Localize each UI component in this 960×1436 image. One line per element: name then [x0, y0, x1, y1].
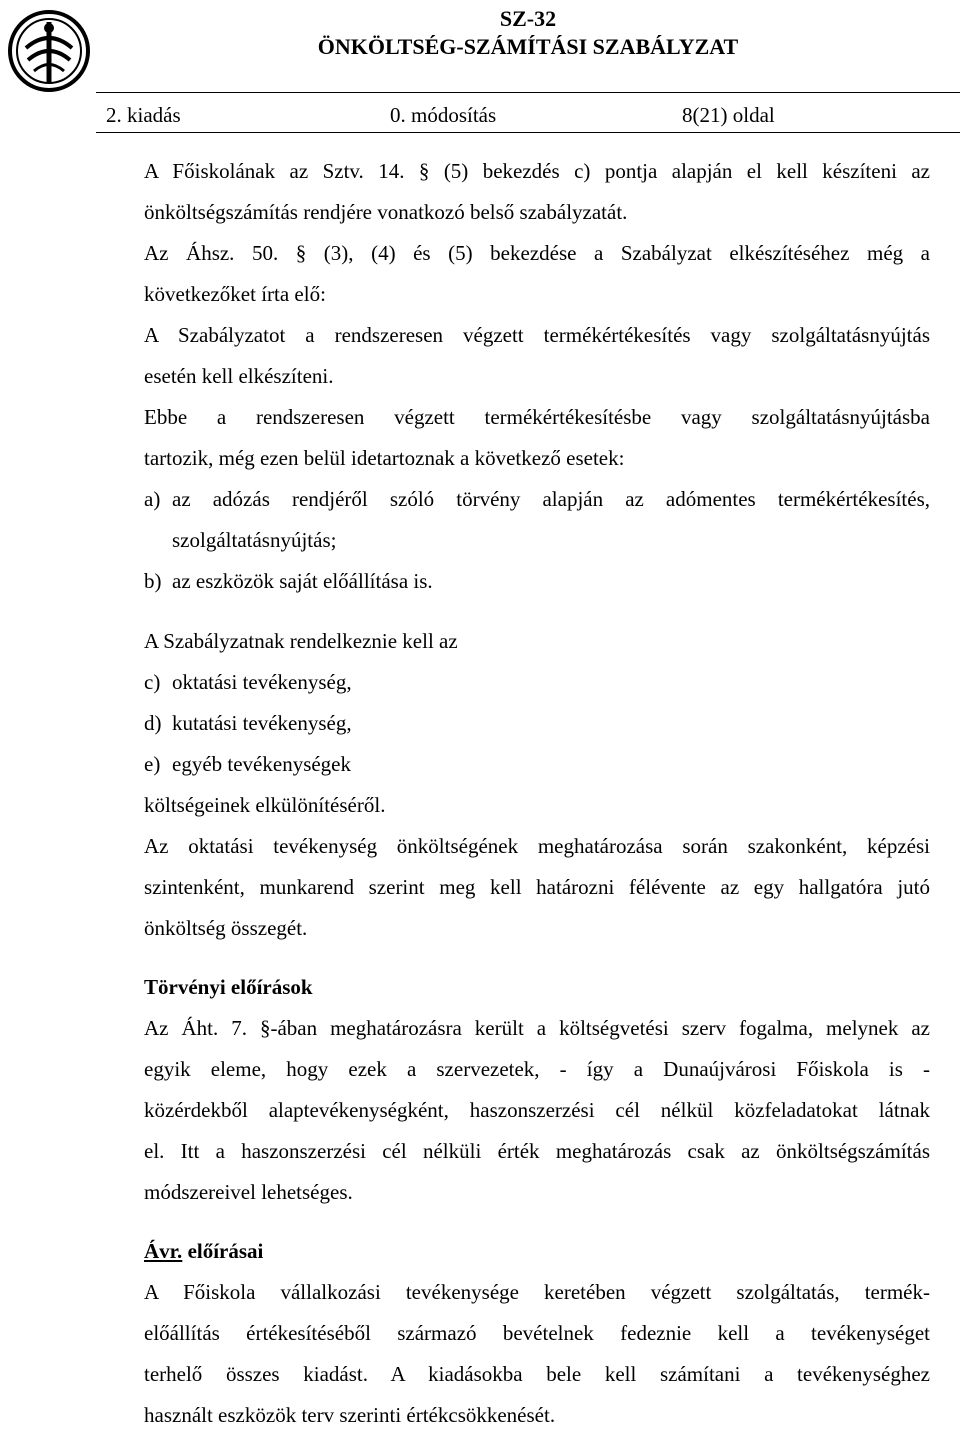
list-item [144, 744, 930, 785]
list-marker: d) [144, 711, 162, 735]
paragraph-line: következőket írta elő: [144, 282, 326, 306]
header-rule-top [96, 92, 960, 93]
list-item [144, 662, 930, 703]
paragraph-line: szintenként, munkarend szerint meg kell határozni félévente az egy hallgatóra jutó [144, 875, 930, 899]
paragraph-line: önköltségszámítás rendjére vonatkozó belső szabályzatát. [144, 200, 628, 224]
paragraph-line: költségeinek elkülönítéséről. [144, 793, 386, 817]
spacer [144, 602, 930, 621]
paragraph-line: esetén kell elkészíteni. [144, 364, 334, 388]
paragraph-line: A Szabályzatot a rendszeresen végzett termékértékesítés vagy szolgáltatásnyújtás [144, 323, 930, 347]
list-item [144, 479, 930, 561]
heading-part: előírásai [187, 1239, 264, 1263]
list-item-text: az eszközök saját előállítása is. [172, 569, 433, 593]
paragraph-line: módszereivel lehetséges. [144, 1180, 353, 1204]
paragraph-line: A Főiskolának az Sztv. 14. § (5) bekezdés c) pontja alapján el kell készíteni az [144, 159, 930, 183]
paragraph-line: közérdekből alaptevékenységként, haszonszerzési cél nélkül közfeladatokat látnak [144, 1098, 930, 1122]
section-heading [144, 1231, 930, 1272]
document-body [144, 151, 930, 1436]
paragraph-line: tartozik, még ezen belül idetartoznak a következő esetek: [144, 446, 625, 470]
list-item-text: oktatási tevékenység, [172, 670, 352, 694]
list-item-text: kutatási tevékenység, [172, 711, 352, 735]
list-item-text: egyéb tevékenységek [172, 752, 352, 776]
paragraph-line: el. Itt a haszonszerzési cél nélküli érték meghatározás csak az önköltségszámítás [144, 1139, 930, 1163]
paragraph-line: egyik eleme, hogy ezek a szervezetek, - így a Dunaújvárosi Főiskola is - [144, 1057, 930, 1081]
paragraph-line: Ebbe a rendszeresen végzett termékértékesítésbe vagy szolgáltatásnyújtásba [144, 405, 930, 429]
institution-logo-icon [6, 8, 92, 94]
paragraph-line: előállítás értékesítéséből származó bevételnek fedeznie kell a tevékenységet [144, 1321, 930, 1345]
paragraph-line: használt eszközök terv szerinti értékcsökkenését. [144, 1403, 556, 1427]
header-page-number: 8(21) oldal [682, 103, 775, 127]
paragraph-line: önköltség összegét. [144, 916, 308, 940]
list-item [144, 561, 930, 602]
list-marker: e) [144, 752, 161, 776]
list-item [144, 703, 930, 744]
heading-part: Ávr. [144, 1239, 183, 1263]
list-marker: b) [144, 569, 162, 593]
paragraph-line: Az Áhsz. 50. § (3), (4) és (5) bekezdése a Szabályzat elkészítéséhez még a [144, 241, 930, 265]
paragraph-line: Az oktatási tevékenység önköltségének meghatározása során szakonként, képzési [144, 834, 930, 858]
list-item-text: az adózás rendjéről szóló törvény alapján az adómentes termékértékesítés, [172, 487, 930, 511]
paragraph-line: Az Áht. 7. §-ában meghatározásra került a költségvetési szerv fogalma, melynek az [144, 1016, 930, 1040]
list-marker: c) [144, 670, 161, 694]
paragraph-line: A Főiskola vállalkozási tevékenysége keretében végzett szolgáltatás, termék- [144, 1280, 930, 1304]
section-heading: Törvényi előírások [144, 975, 313, 999]
paragraph-line: A Szabályzatnak rendelkeznie kell az [144, 629, 458, 653]
list-item-text: szolgáltatásnyújtás; [172, 528, 337, 552]
paragraph-line: terhelő összes kiadást. A kiadásokba bele kell számítani a tevékenységhez [144, 1362, 930, 1386]
header-modification: 0. módosítás [390, 103, 497, 127]
document-code: SZ-32 [499, 6, 557, 31]
header-rule-bottom [96, 132, 960, 133]
spacer [144, 949, 930, 967]
spacer [144, 1213, 930, 1231]
header-edition: 2. kiadás [106, 103, 181, 127]
document-title: ÖNKÖLTSÉG-SZÁMÍTÁSI SZABÁLYZAT [317, 34, 739, 59]
list-marker: a) [144, 487, 161, 511]
